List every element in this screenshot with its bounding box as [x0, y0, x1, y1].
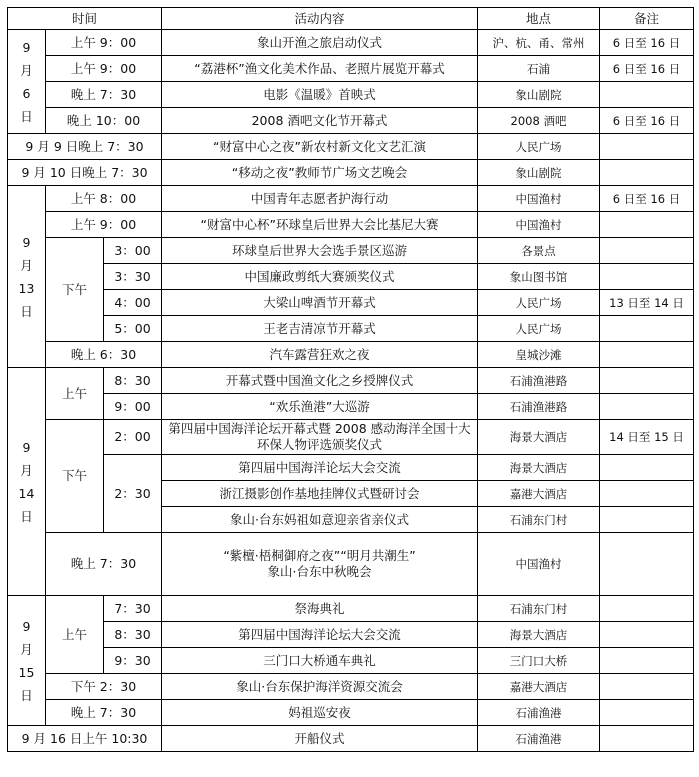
date-cell-sep14: 9 月 14 日	[8, 368, 46, 596]
note-cell	[600, 455, 694, 481]
table-row	[8, 134, 694, 160]
time-cell: 2：00	[104, 420, 162, 455]
table-row	[8, 342, 694, 368]
table-row	[8, 108, 694, 134]
note-cell: 6 日至 16 日	[600, 56, 694, 82]
place-cell: 中国渔村	[478, 533, 600, 596]
table-row	[8, 160, 694, 186]
activity-cell: 第四届中国海洋论坛开幕式暨 2008 感动海洋全国十大环保人物评选颁奖仪式	[162, 420, 478, 455]
note-cell	[600, 316, 694, 342]
table-row	[8, 394, 694, 420]
place-cell: 象山图书馆	[478, 264, 600, 290]
note-cell	[600, 238, 694, 264]
time-cell: 晚上 7：30	[46, 82, 162, 108]
header-row	[8, 8, 694, 30]
activity-cell: 祭海典礼	[162, 596, 478, 622]
place-cell: 石浦渔港路	[478, 394, 600, 420]
date-cell-sep15: 9 月 15 日	[8, 596, 46, 726]
activity-cell: 象山·台东保护海洋资源交流会	[162, 674, 478, 700]
place-cell: 石浦渔港路	[478, 368, 600, 394]
activity-cell: 汽车露营狂欢之夜	[162, 342, 478, 368]
activity-cell: 环球皇后世界大会选手景区巡游	[162, 238, 478, 264]
time-cell: 上午 9：00	[46, 30, 162, 56]
place-cell: 海景大酒店	[478, 455, 600, 481]
table-row	[8, 56, 694, 82]
place-cell: 中国渔村	[478, 186, 600, 212]
table-row	[8, 264, 694, 290]
time-cell: 9 月 16 日上午 10:30	[8, 726, 162, 752]
note-cell	[600, 481, 694, 507]
date-cell-sep6: 9 月 6 日	[8, 30, 46, 134]
place-cell: 石浦	[478, 56, 600, 82]
note-cell	[600, 368, 694, 394]
activity-cell: 浙江摄影创作基地挂牌仪式暨研讨会	[162, 481, 478, 507]
activity-cell: 三门口大桥通车典礼	[162, 648, 478, 674]
table-row	[8, 290, 694, 316]
activity-cell: “移动之夜”教师节广场文艺晚会	[162, 160, 478, 186]
place-cell: 石浦东门村	[478, 596, 600, 622]
place-cell: 三门口大桥	[478, 648, 600, 674]
time-cell: 4：00	[104, 290, 162, 316]
note-cell	[600, 596, 694, 622]
table-row	[8, 30, 694, 56]
note-cell: 6 日至 16 日	[600, 186, 694, 212]
time-cell: 晚上 6：30	[46, 342, 162, 368]
period-cell-afternoon: 下午	[46, 420, 104, 533]
place-cell: 海景大酒店	[478, 622, 600, 648]
activity-cell: “财富中心杯”环球皇后世界大会比基尼大赛	[162, 212, 478, 238]
period-cell-afternoon: 下午	[46, 238, 104, 342]
activity-cell: 2008 酒吧文化节开幕式	[162, 108, 478, 134]
table-row	[8, 316, 694, 342]
time-cell: 晚上 7：30	[46, 533, 162, 596]
time-cell: 晚上 10：00	[46, 108, 162, 134]
schedule-table	[7, 7, 694, 752]
activity-cell: 电影《温暖》首映式	[162, 82, 478, 108]
header-note: 备注	[600, 8, 694, 30]
note-cell	[600, 533, 694, 596]
table-row	[8, 238, 694, 264]
time-cell: 8：30	[104, 622, 162, 648]
activity-cell: 象山·台东妈祖如意迎亲省亲仪式	[162, 507, 478, 533]
time-cell: 9：30	[104, 648, 162, 674]
activity-cell: “荔港杯”渔文化美术作品、老照片展览开幕式	[162, 56, 478, 82]
note-cell	[600, 622, 694, 648]
table-row	[8, 533, 694, 596]
place-cell: 嘉港大酒店	[478, 674, 600, 700]
activity-cell: 王老吉清凉节开幕式	[162, 316, 478, 342]
note-cell	[600, 648, 694, 674]
time-cell: 上午 8：00	[46, 186, 162, 212]
activity-cell: 妈祖巡安夜	[162, 700, 478, 726]
place-cell: 象山剧院	[478, 160, 600, 186]
table-row	[8, 700, 694, 726]
time-cell: 2：30	[104, 455, 162, 533]
place-cell: 2008 酒吧	[478, 108, 600, 134]
time-cell: 上午 9：00	[46, 56, 162, 82]
note-cell: 6 日至 16 日	[600, 30, 694, 56]
header-time: 时间	[8, 8, 162, 30]
time-cell: 上午 9：00	[46, 212, 162, 238]
note-cell	[600, 82, 694, 108]
note-cell: 14 日至 15 日	[600, 420, 694, 455]
period-cell-morning: 上午	[46, 368, 104, 420]
time-cell: 9 月 10 日晚上 7：30	[8, 160, 162, 186]
time-cell: 下午 2：30	[46, 674, 162, 700]
note-cell	[600, 507, 694, 533]
place-cell: 海景大酒店	[478, 420, 600, 455]
time-cell: 8：30	[104, 368, 162, 394]
table-row	[8, 368, 694, 394]
activity-line: “紫檀·梧桐御府之夜”“明月共潮生”	[223, 548, 416, 563]
place-cell: 嘉港大酒店	[478, 481, 600, 507]
table-row	[8, 596, 694, 622]
activity-cell	[162, 533, 478, 596]
table-row	[8, 186, 694, 212]
note-cell	[600, 674, 694, 700]
place-cell: 象山剧院	[478, 82, 600, 108]
activity-cell: 第四届中国海洋论坛大会交流	[162, 622, 478, 648]
activity-cell: 大梁山啤酒节开幕式	[162, 290, 478, 316]
place-cell: 石浦东门村	[478, 507, 600, 533]
activity-cell: 象山开渔之旅启动仪式	[162, 30, 478, 56]
place-cell: 皇城沙滩	[478, 342, 600, 368]
note-cell: 6 日至 16 日	[600, 108, 694, 134]
place-cell: 人民广场	[478, 290, 600, 316]
place-cell: 石浦渔港	[478, 700, 600, 726]
place-cell: 各景点	[478, 238, 600, 264]
activity-line: 象山·台东中秋晚会	[267, 564, 372, 579]
table-row	[8, 726, 694, 752]
activity-cell: 中国廉政剪纸大赛颁奖仪式	[162, 264, 478, 290]
note-cell	[600, 726, 694, 752]
table-row	[8, 455, 694, 481]
time-cell: 9：00	[104, 394, 162, 420]
table-row	[8, 212, 694, 238]
place-cell: 中国渔村	[478, 212, 600, 238]
activity-cell: “欢乐渔港”大巡游	[162, 394, 478, 420]
table-row	[8, 674, 694, 700]
period-cell-morning: 上午	[46, 596, 104, 674]
place-cell: 人民广场	[478, 316, 600, 342]
note-cell	[600, 700, 694, 726]
note-cell	[600, 264, 694, 290]
note-cell	[600, 160, 694, 186]
activity-cell: 开船仪式	[162, 726, 478, 752]
date-cell-sep13: 9 月 13 日	[8, 186, 46, 368]
time-cell: 9 月 9 日晚上 7：30	[8, 134, 162, 160]
time-cell: 7：30	[104, 596, 162, 622]
note-cell: 13 日至 14 日	[600, 290, 694, 316]
header-activity: 活动内容	[162, 8, 478, 30]
time-cell: 5：00	[104, 316, 162, 342]
time-cell: 晚上 7：30	[46, 700, 162, 726]
header-place: 地点	[478, 8, 600, 30]
table-row	[8, 82, 694, 108]
activity-cell: 开幕式暨中国渔文化之乡授牌仪式	[162, 368, 478, 394]
place-cell: 石浦渔港	[478, 726, 600, 752]
place-cell: 人民广场	[478, 134, 600, 160]
note-cell	[600, 342, 694, 368]
activity-cell: 中国青年志愿者护海行动	[162, 186, 478, 212]
table-row	[8, 648, 694, 674]
table-row	[8, 622, 694, 648]
note-cell	[600, 212, 694, 238]
note-cell	[600, 134, 694, 160]
place-cell: 沪、杭、甬、常州	[478, 30, 600, 56]
table-row	[8, 420, 694, 455]
activity-cell: 第四届中国海洋论坛大会交流	[162, 455, 478, 481]
activity-cell: “财富中心之夜”新农村新文化文艺汇演	[162, 134, 478, 160]
time-cell: 3：30	[104, 264, 162, 290]
note-cell	[600, 394, 694, 420]
time-cell: 3：00	[104, 238, 162, 264]
